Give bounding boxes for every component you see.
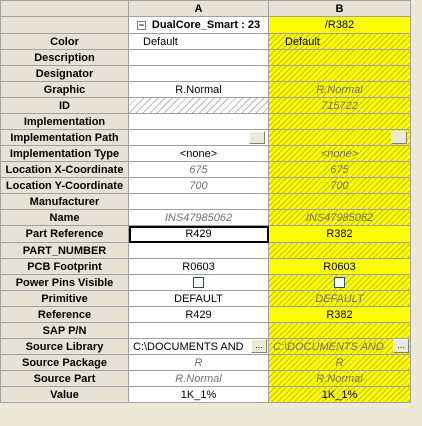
cell-b-implementation-type[interactable]: <none> xyxy=(269,146,411,162)
cell-a-name[interactable]: INS47985062 xyxy=(129,210,269,226)
cell-b-designator[interactable] xyxy=(269,66,411,82)
part-header-row xyxy=(1,17,411,34)
row-label-implementation: Implementation xyxy=(1,114,129,130)
cell-a-implementation-path[interactable] xyxy=(129,130,269,146)
cell-a-source-part[interactable]: R.Normal xyxy=(129,371,269,387)
cell-a-location-y[interactable]: 700 xyxy=(129,178,269,194)
corner-cell xyxy=(1,1,129,17)
cell-a-reference[interactable]: R429 xyxy=(129,307,269,323)
browse-button[interactable]: ... xyxy=(251,339,267,353)
row-label-location-y: Location Y-Coordinate xyxy=(1,178,129,194)
row-label-part-number: PART_NUMBER xyxy=(1,243,129,259)
row-label-implementation-path: Implementation Path xyxy=(1,130,129,146)
cell-b-location-y[interactable]: 700 xyxy=(269,178,411,194)
cell-a-source-package[interactable]: R xyxy=(129,355,269,371)
cell-b-value[interactable]: 1K_1% xyxy=(269,387,411,403)
cell-a-graphic[interactable]: R.Normal xyxy=(129,82,269,98)
cell-a-implementation-type[interactable]: <none> xyxy=(129,146,269,162)
row-label-graphic: Graphic xyxy=(1,82,129,98)
cell-b-color[interactable]: Default xyxy=(269,34,411,50)
row-label-reference: Reference xyxy=(1,307,129,323)
browse-button[interactable]: ... xyxy=(393,339,409,353)
row-label-pcb-footprint: PCB Footprint xyxy=(1,259,129,275)
row-label-location-x: Location X-Coordinate xyxy=(1,162,129,178)
cell-a-source-library[interactable] xyxy=(129,339,269,355)
row-label-designator: Designator xyxy=(1,66,129,82)
column-header-row xyxy=(1,1,411,17)
cell-b-graphic[interactable]: R.Normal xyxy=(269,82,411,98)
cell-a-sap-pn[interactable] xyxy=(129,323,269,339)
row-label-id: ID xyxy=(1,98,129,114)
collapse-icon[interactable]: − xyxy=(138,19,145,30)
cell-b-pcb-footprint[interactable]: R0603 xyxy=(269,259,411,275)
cell-b-part-reference[interactable]: R382 xyxy=(269,226,411,243)
row-label-primitive: Primitive xyxy=(1,291,129,307)
browse-button[interactable] xyxy=(249,131,265,144)
row-label-name: Name xyxy=(1,210,129,226)
cell-a-source-library-text: C:\DOCUMENTS AND xyxy=(133,340,244,353)
cell-a-value[interactable]: 1K_1% xyxy=(129,387,269,403)
cell-a-designator[interactable] xyxy=(129,66,269,82)
row-label-source-package: Source Package xyxy=(1,355,129,371)
cell-a-description[interactable] xyxy=(129,50,269,66)
cell-b-source-library-text: C:\DOCUMENTS AND xyxy=(273,340,384,353)
cell-a-location-x[interactable]: 675 xyxy=(129,162,269,178)
cell-b-implementation[interactable] xyxy=(269,114,411,130)
row-label-source-part: Source Part xyxy=(1,371,129,387)
cell-b-reference[interactable]: R382 xyxy=(269,307,411,323)
row-label-part-reference: Part Reference xyxy=(1,226,129,243)
row-label-color: Color xyxy=(1,34,129,50)
cell-a-manufacturer[interactable] xyxy=(129,194,269,210)
cell-b-location-x[interactable]: 675 xyxy=(269,162,411,178)
row-header-empty xyxy=(1,17,129,34)
column-header-b[interactable]: B xyxy=(269,1,411,17)
cell-b-name[interactable]: INS47985062 xyxy=(269,210,411,226)
cell-b-sap-pn[interactable] xyxy=(269,323,411,339)
part-header-a[interactable] xyxy=(129,17,269,34)
cell-b-id: 715722 xyxy=(269,98,411,114)
cell-a-part-reference[interactable]: R429 xyxy=(129,226,269,243)
part-header-a-label: DualCore_Smart : 23 xyxy=(151,19,261,31)
cell-a-id xyxy=(129,98,269,114)
cell-a-part-number[interactable] xyxy=(129,243,269,259)
cell-a-primitive[interactable]: DEFAULT xyxy=(129,291,269,307)
row-label-implementation-type: Implementation Type xyxy=(1,146,129,162)
row-label-description: Description xyxy=(1,50,129,66)
cell-b-manufacturer[interactable] xyxy=(269,194,411,210)
row-label-power-pins-visible: Power Pins Visible xyxy=(1,275,129,291)
cell-b-part-number[interactable] xyxy=(269,243,411,259)
column-header-a[interactable]: A xyxy=(129,1,269,17)
browse-button[interactable] xyxy=(391,131,407,144)
cell-b-source-library[interactable] xyxy=(269,339,411,355)
cell-a-pcb-footprint[interactable]: R0603 xyxy=(129,259,269,275)
cell-a-power-pins-visible xyxy=(129,275,269,291)
row-label-sap-pn: SAP P/N xyxy=(1,323,129,339)
power-pins-checkbox[interactable] xyxy=(193,277,204,288)
cell-a-implementation[interactable] xyxy=(129,114,269,130)
cell-b-source-part[interactable]: R.Normal xyxy=(269,371,411,387)
row-label-value: Value xyxy=(1,387,129,403)
power-pins-checkbox[interactable] xyxy=(334,277,345,288)
cell-b-implementation-path[interactable] xyxy=(269,130,411,146)
cell-a-color[interactable]: Default xyxy=(129,34,269,50)
cell-b-source-package[interactable]: R xyxy=(269,355,411,371)
cell-b-primitive[interactable]: DEFAULT xyxy=(269,291,411,307)
row-label-source-library: Source Library xyxy=(1,339,129,355)
cell-b-description[interactable] xyxy=(269,50,411,66)
part-header-b[interactable]: /R382 xyxy=(269,17,411,34)
row-label-manufacturer: Manufacturer xyxy=(1,194,129,210)
cell-b-power-pins-visible xyxy=(269,275,411,291)
